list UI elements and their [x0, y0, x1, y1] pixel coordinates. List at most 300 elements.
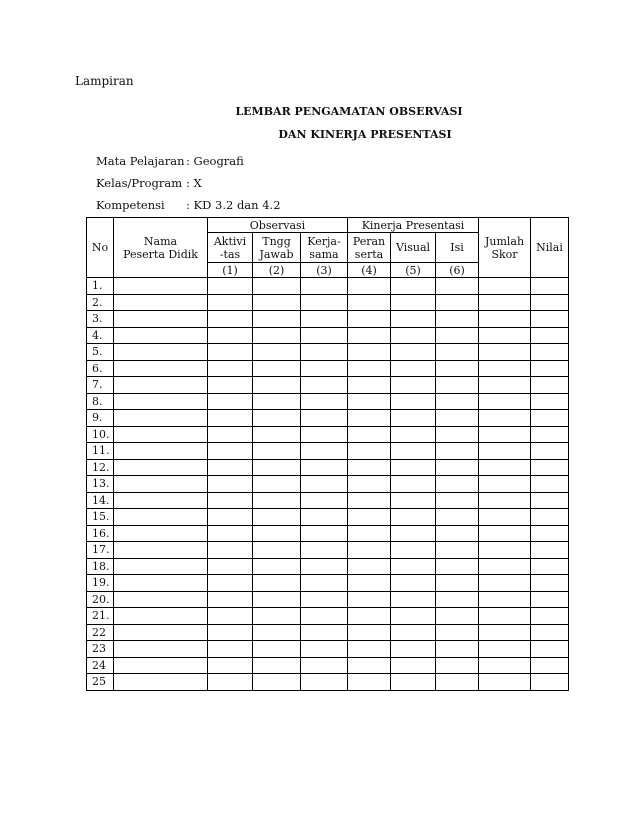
empty-cell[interactable] — [479, 657, 531, 674]
empty-cell[interactable] — [436, 393, 479, 410]
row-number: 12. — [87, 459, 114, 476]
table-row — [87, 311, 569, 328]
empty-cell[interactable] — [114, 377, 208, 394]
empty-cell[interactable] — [479, 459, 531, 476]
empty-cell[interactable] — [531, 294, 569, 311]
empty-cell[interactable] — [301, 294, 348, 311]
empty-cell[interactable] — [301, 492, 348, 509]
empty-cell[interactable] — [253, 525, 301, 542]
empty-cell[interactable] — [391, 641, 436, 658]
empty-cell[interactable] — [208, 278, 253, 295]
empty-cell[interactable] — [531, 525, 569, 542]
empty-cell[interactable] — [301, 608, 348, 625]
empty-cell[interactable] — [391, 657, 436, 674]
empty-cell[interactable] — [391, 311, 436, 328]
empty-cell[interactable] — [114, 591, 208, 608]
empty-cell[interactable] — [348, 476, 391, 493]
empty-cell[interactable] — [391, 344, 436, 361]
empty-cell[interactable] — [531, 327, 569, 344]
empty-cell[interactable] — [114, 294, 208, 311]
table-row — [87, 608, 569, 625]
empty-cell[interactable] — [253, 311, 301, 328]
empty-cell[interactable] — [348, 509, 391, 526]
empty-cell[interactable] — [348, 278, 391, 295]
row-number: 25 — [87, 674, 114, 691]
empty-cell[interactable] — [114, 492, 208, 509]
empty-cell[interactable] — [479, 476, 531, 493]
empty-cell[interactable] — [114, 311, 208, 328]
empty-cell[interactable] — [114, 509, 208, 526]
empty-cell[interactable] — [436, 311, 479, 328]
row-number: 14. — [87, 492, 114, 509]
empty-cell[interactable] — [301, 426, 348, 443]
empty-cell[interactable] — [531, 311, 569, 328]
empty-cell[interactable] — [301, 641, 348, 658]
empty-cell[interactable] — [531, 476, 569, 493]
empty-cell[interactable] — [208, 459, 253, 476]
header-isi: Isi — [436, 233, 479, 263]
empty-cell[interactable] — [391, 525, 436, 542]
empty-cell[interactable] — [114, 575, 208, 592]
empty-cell[interactable] — [479, 393, 531, 410]
empty-cell[interactable] — [301, 542, 348, 559]
empty-cell[interactable] — [436, 426, 479, 443]
empty-cell[interactable] — [348, 558, 391, 575]
empty-cell[interactable] — [348, 294, 391, 311]
empty-cell[interactable] — [301, 558, 348, 575]
empty-cell[interactable] — [301, 674, 348, 691]
empty-cell[interactable] — [436, 344, 479, 361]
header-num-6: (6) — [436, 263, 479, 278]
empty-cell[interactable] — [348, 311, 391, 328]
empty-cell[interactable] — [348, 426, 391, 443]
empty-cell[interactable] — [301, 624, 348, 641]
empty-cell[interactable] — [479, 641, 531, 658]
empty-cell[interactable] — [114, 410, 208, 427]
empty-cell[interactable] — [208, 492, 253, 509]
empty-cell[interactable] — [391, 377, 436, 394]
empty-cell[interactable] — [531, 608, 569, 625]
empty-cell[interactable] — [479, 294, 531, 311]
empty-cell[interactable] — [436, 509, 479, 526]
header-aktivitas — [208, 233, 253, 263]
empty-cell[interactable] — [391, 410, 436, 427]
empty-cell[interactable] — [391, 591, 436, 608]
empty-cell[interactable] — [531, 344, 569, 361]
header-nama-peserta-didik — [114, 218, 208, 278]
header-peran-line1: Peran — [352, 234, 386, 248]
empty-cell[interactable] — [114, 278, 208, 295]
empty-cell[interactable] — [479, 558, 531, 575]
empty-cell[interactable] — [436, 377, 479, 394]
empty-cell[interactable] — [114, 641, 208, 658]
empty-cell[interactable] — [253, 558, 301, 575]
empty-cell[interactable] — [301, 360, 348, 377]
row-number: 18. — [87, 558, 114, 575]
empty-cell[interactable] — [208, 294, 253, 311]
empty-cell[interactable] — [253, 657, 301, 674]
empty-cell[interactable] — [253, 509, 301, 526]
empty-cell[interactable] — [391, 509, 436, 526]
row-number: 6. — [87, 360, 114, 377]
empty-cell[interactable] — [348, 459, 391, 476]
row-number: 9. — [87, 410, 114, 427]
header-peranserta — [348, 233, 391, 263]
empty-cell[interactable] — [391, 575, 436, 592]
empty-cell[interactable] — [253, 476, 301, 493]
empty-cell[interactable] — [208, 360, 253, 377]
empty-cell[interactable] — [301, 278, 348, 295]
observation-table — [86, 217, 569, 691]
empty-cell[interactable] — [531, 624, 569, 641]
empty-cell[interactable] — [301, 459, 348, 476]
empty-cell[interactable] — [301, 476, 348, 493]
empty-cell[interactable] — [208, 591, 253, 608]
header-jumlah-line1: Jumlah — [484, 234, 525, 248]
empty-cell[interactable] — [301, 327, 348, 344]
empty-cell[interactable] — [436, 360, 479, 377]
empty-cell[interactable] — [114, 476, 208, 493]
empty-cell[interactable] — [301, 377, 348, 394]
table-row — [87, 525, 569, 542]
empty-cell[interactable] — [348, 360, 391, 377]
empty-cell[interactable] — [436, 542, 479, 559]
row-number: 3. — [87, 311, 114, 328]
empty-cell[interactable] — [436, 608, 479, 625]
empty-cell[interactable] — [253, 377, 301, 394]
empty-cell[interactable] — [348, 591, 391, 608]
table-row — [87, 459, 569, 476]
row-number: 24 — [87, 657, 114, 674]
empty-cell[interactable] — [479, 311, 531, 328]
info-label-kompetensi: Kompetensi — [96, 198, 165, 212]
header-num-3: (3) — [301, 263, 348, 278]
empty-cell[interactable] — [391, 443, 436, 460]
empty-cell[interactable] — [253, 459, 301, 476]
empty-cell[interactable] — [348, 410, 391, 427]
empty-cell[interactable] — [253, 674, 301, 691]
empty-cell[interactable] — [114, 624, 208, 641]
empty-cell[interactable] — [479, 344, 531, 361]
empty-cell[interactable] — [531, 426, 569, 443]
empty-cell[interactable] — [479, 591, 531, 608]
empty-cell[interactable] — [348, 575, 391, 592]
header-tngg-line2: Jawab — [259, 247, 294, 261]
empty-cell[interactable] — [391, 459, 436, 476]
row-number: 17. — [87, 542, 114, 559]
empty-cell[interactable] — [301, 311, 348, 328]
empty-cell[interactable] — [348, 344, 391, 361]
empty-cell[interactable] — [253, 393, 301, 410]
empty-cell[interactable] — [531, 542, 569, 559]
empty-cell[interactable] — [208, 344, 253, 361]
table-body — [87, 278, 569, 691]
table-row — [87, 476, 569, 493]
empty-cell[interactable] — [301, 575, 348, 592]
header-kerjasama — [301, 233, 348, 263]
empty-cell[interactable] — [436, 558, 479, 575]
empty-cell[interactable] — [208, 311, 253, 328]
empty-cell[interactable] — [253, 575, 301, 592]
header-group-kinerja-presentasi: Kinerja Presentasi — [348, 218, 479, 233]
empty-cell[interactable] — [348, 641, 391, 658]
empty-cell[interactable] — [531, 509, 569, 526]
row-number: 15. — [87, 509, 114, 526]
table-row — [87, 558, 569, 575]
empty-cell[interactable] — [208, 426, 253, 443]
empty-cell[interactable] — [391, 558, 436, 575]
table-row — [87, 393, 569, 410]
empty-cell[interactable] — [301, 509, 348, 526]
empty-cell[interactable] — [208, 410, 253, 427]
table-row — [87, 426, 569, 443]
empty-cell[interactable] — [114, 426, 208, 443]
empty-cell[interactable] — [208, 393, 253, 410]
empty-cell[interactable] — [114, 344, 208, 361]
empty-cell[interactable] — [301, 525, 348, 542]
table-row — [87, 509, 569, 526]
empty-cell[interactable] — [301, 591, 348, 608]
table-row — [87, 360, 569, 377]
empty-cell[interactable] — [114, 674, 208, 691]
header-no: No — [87, 218, 114, 278]
empty-cell[interactable] — [348, 525, 391, 542]
empty-cell[interactable] — [301, 443, 348, 460]
empty-cell[interactable] — [391, 674, 436, 691]
empty-cell[interactable] — [479, 426, 531, 443]
empty-cell[interactable] — [208, 476, 253, 493]
empty-cell[interactable] — [391, 360, 436, 377]
header-nilai: Nilai — [531, 218, 569, 278]
empty-cell[interactable] — [479, 509, 531, 526]
header-num-5: (5) — [391, 263, 436, 278]
header-nama-line1: Nama — [143, 234, 178, 248]
empty-cell[interactable] — [391, 542, 436, 559]
table-row — [87, 657, 569, 674]
empty-cell[interactable] — [253, 278, 301, 295]
empty-cell[interactable] — [208, 542, 253, 559]
empty-cell[interactable] — [114, 608, 208, 625]
header-kerja-line2: sama — [309, 247, 339, 261]
header-group-observasi: Observasi — [208, 218, 348, 233]
empty-cell[interactable] — [301, 393, 348, 410]
empty-cell[interactable] — [436, 410, 479, 427]
empty-cell[interactable] — [436, 294, 479, 311]
empty-cell[interactable] — [208, 575, 253, 592]
empty-cell[interactable] — [114, 459, 208, 476]
empty-cell[interactable] — [208, 624, 253, 641]
header-tngg-line1: Tngg — [262, 234, 291, 248]
header-jumlah-skor — [479, 218, 531, 278]
empty-cell[interactable] — [208, 608, 253, 625]
table-row — [87, 641, 569, 658]
empty-cell[interactable] — [436, 591, 479, 608]
empty-cell[interactable] — [391, 492, 436, 509]
table-row — [87, 410, 569, 427]
empty-cell[interactable] — [114, 327, 208, 344]
empty-cell[interactable] — [479, 377, 531, 394]
row-number: 13. — [87, 476, 114, 493]
empty-cell[interactable] — [253, 410, 301, 427]
empty-cell[interactable] — [208, 525, 253, 542]
empty-cell[interactable] — [436, 674, 479, 691]
empty-cell[interactable] — [391, 608, 436, 625]
empty-cell[interactable] — [436, 459, 479, 476]
empty-cell[interactable] — [479, 674, 531, 691]
empty-cell[interactable] — [208, 657, 253, 674]
empty-cell[interactable] — [531, 641, 569, 658]
empty-cell[interactable] — [436, 641, 479, 658]
empty-cell[interactable] — [348, 674, 391, 691]
empty-cell[interactable] — [253, 426, 301, 443]
empty-cell[interactable] — [253, 327, 301, 344]
empty-cell[interactable] — [436, 476, 479, 493]
empty-cell[interactable] — [348, 393, 391, 410]
header-peran-line2: serta — [354, 247, 384, 261]
empty-cell[interactable] — [301, 410, 348, 427]
empty-cell[interactable] — [208, 641, 253, 658]
header-aktivitas-line1: Aktivi — [213, 234, 247, 248]
empty-cell[interactable] — [208, 377, 253, 394]
empty-cell[interactable] — [253, 360, 301, 377]
empty-cell[interactable] — [531, 575, 569, 592]
empty-cell[interactable] — [479, 575, 531, 592]
empty-cell[interactable] — [348, 377, 391, 394]
empty-cell[interactable] — [208, 674, 253, 691]
empty-cell[interactable] — [253, 294, 301, 311]
empty-cell[interactable] — [436, 492, 479, 509]
empty-cell[interactable] — [391, 476, 436, 493]
document-title-line2: DAN KINERJA PRESENTASI — [278, 128, 452, 141]
empty-cell[interactable] — [531, 492, 569, 509]
row-number: 1. — [87, 278, 114, 295]
empty-cell[interactable] — [114, 657, 208, 674]
empty-cell[interactable] — [479, 327, 531, 344]
empty-cell[interactable] — [436, 327, 479, 344]
table-row — [87, 278, 569, 295]
lampiran-label: Lampiran — [75, 74, 134, 88]
empty-cell[interactable] — [348, 608, 391, 625]
table-row — [87, 591, 569, 608]
empty-cell[interactable] — [208, 443, 253, 460]
table-row — [87, 377, 569, 394]
empty-cell[interactable] — [531, 360, 569, 377]
empty-cell[interactable] — [114, 525, 208, 542]
table-row — [87, 674, 569, 691]
empty-cell[interactable] — [479, 608, 531, 625]
empty-cell[interactable] — [253, 591, 301, 608]
empty-cell[interactable] — [531, 410, 569, 427]
header-num-2: (2) — [253, 263, 301, 278]
table-row — [87, 542, 569, 559]
row-number: 10. — [87, 426, 114, 443]
table-row — [87, 327, 569, 344]
empty-cell[interactable] — [391, 294, 436, 311]
empty-cell[interactable] — [531, 393, 569, 410]
table-row — [87, 294, 569, 311]
empty-cell[interactable] — [436, 657, 479, 674]
empty-cell[interactable] — [391, 393, 436, 410]
empty-cell[interactable] — [114, 542, 208, 559]
empty-cell[interactable] — [479, 360, 531, 377]
empty-cell[interactable] — [253, 492, 301, 509]
empty-cell[interactable] — [301, 657, 348, 674]
empty-cell[interactable] — [208, 558, 253, 575]
header-num-4: (4) — [348, 263, 391, 278]
empty-cell[interactable] — [253, 624, 301, 641]
empty-cell[interactable] — [253, 608, 301, 625]
empty-cell[interactable] — [436, 575, 479, 592]
empty-cell[interactable] — [479, 443, 531, 460]
empty-cell[interactable] — [208, 509, 253, 526]
empty-cell[interactable] — [114, 443, 208, 460]
empty-cell[interactable] — [436, 624, 479, 641]
empty-cell[interactable] — [114, 558, 208, 575]
empty-cell[interactable] — [208, 327, 253, 344]
empty-cell[interactable] — [479, 624, 531, 641]
empty-cell[interactable] — [531, 377, 569, 394]
empty-cell[interactable] — [479, 542, 531, 559]
empty-cell[interactable] — [531, 591, 569, 608]
row-number: 19. — [87, 575, 114, 592]
empty-cell[interactable] — [391, 426, 436, 443]
empty-cell[interactable] — [253, 443, 301, 460]
row-number: 20. — [87, 591, 114, 608]
empty-cell[interactable] — [114, 360, 208, 377]
empty-cell[interactable] — [253, 641, 301, 658]
empty-cell[interactable] — [114, 393, 208, 410]
empty-cell[interactable] — [531, 558, 569, 575]
empty-cell[interactable] — [391, 327, 436, 344]
empty-cell[interactable] — [479, 525, 531, 542]
empty-cell[interactable] — [348, 443, 391, 460]
empty-cell[interactable] — [348, 327, 391, 344]
empty-cell[interactable] — [531, 278, 569, 295]
empty-cell[interactable] — [348, 542, 391, 559]
table-row — [87, 492, 569, 509]
row-number: 8. — [87, 393, 114, 410]
empty-cell[interactable] — [531, 459, 569, 476]
empty-cell[interactable] — [348, 492, 391, 509]
info-value-kelas-program: : X — [186, 176, 202, 190]
empty-cell[interactable] — [253, 344, 301, 361]
row-number: 5. — [87, 344, 114, 361]
empty-cell[interactable] — [301, 344, 348, 361]
empty-cell[interactable] — [348, 624, 391, 641]
table-row — [87, 575, 569, 592]
empty-cell[interactable] — [531, 657, 569, 674]
empty-cell[interactable] — [531, 674, 569, 691]
empty-cell[interactable] — [391, 278, 436, 295]
row-number: 4. — [87, 327, 114, 344]
empty-cell[interactable] — [436, 278, 479, 295]
row-number: 16. — [87, 525, 114, 542]
header-visual: Visual — [391, 233, 436, 263]
empty-cell[interactable] — [436, 443, 479, 460]
empty-cell[interactable] — [348, 657, 391, 674]
empty-cell[interactable] — [479, 410, 531, 427]
row-number: 11. — [87, 443, 114, 460]
empty-cell[interactable] — [531, 443, 569, 460]
empty-cell[interactable] — [436, 525, 479, 542]
document-title-line1: LEMBAR PENGAMATAN OBSERVASI — [235, 105, 463, 118]
empty-cell[interactable] — [479, 278, 531, 295]
row-number: 23 — [87, 641, 114, 658]
table-row — [87, 624, 569, 641]
empty-cell[interactable] — [391, 624, 436, 641]
empty-cell[interactable] — [253, 542, 301, 559]
empty-cell[interactable] — [479, 492, 531, 509]
